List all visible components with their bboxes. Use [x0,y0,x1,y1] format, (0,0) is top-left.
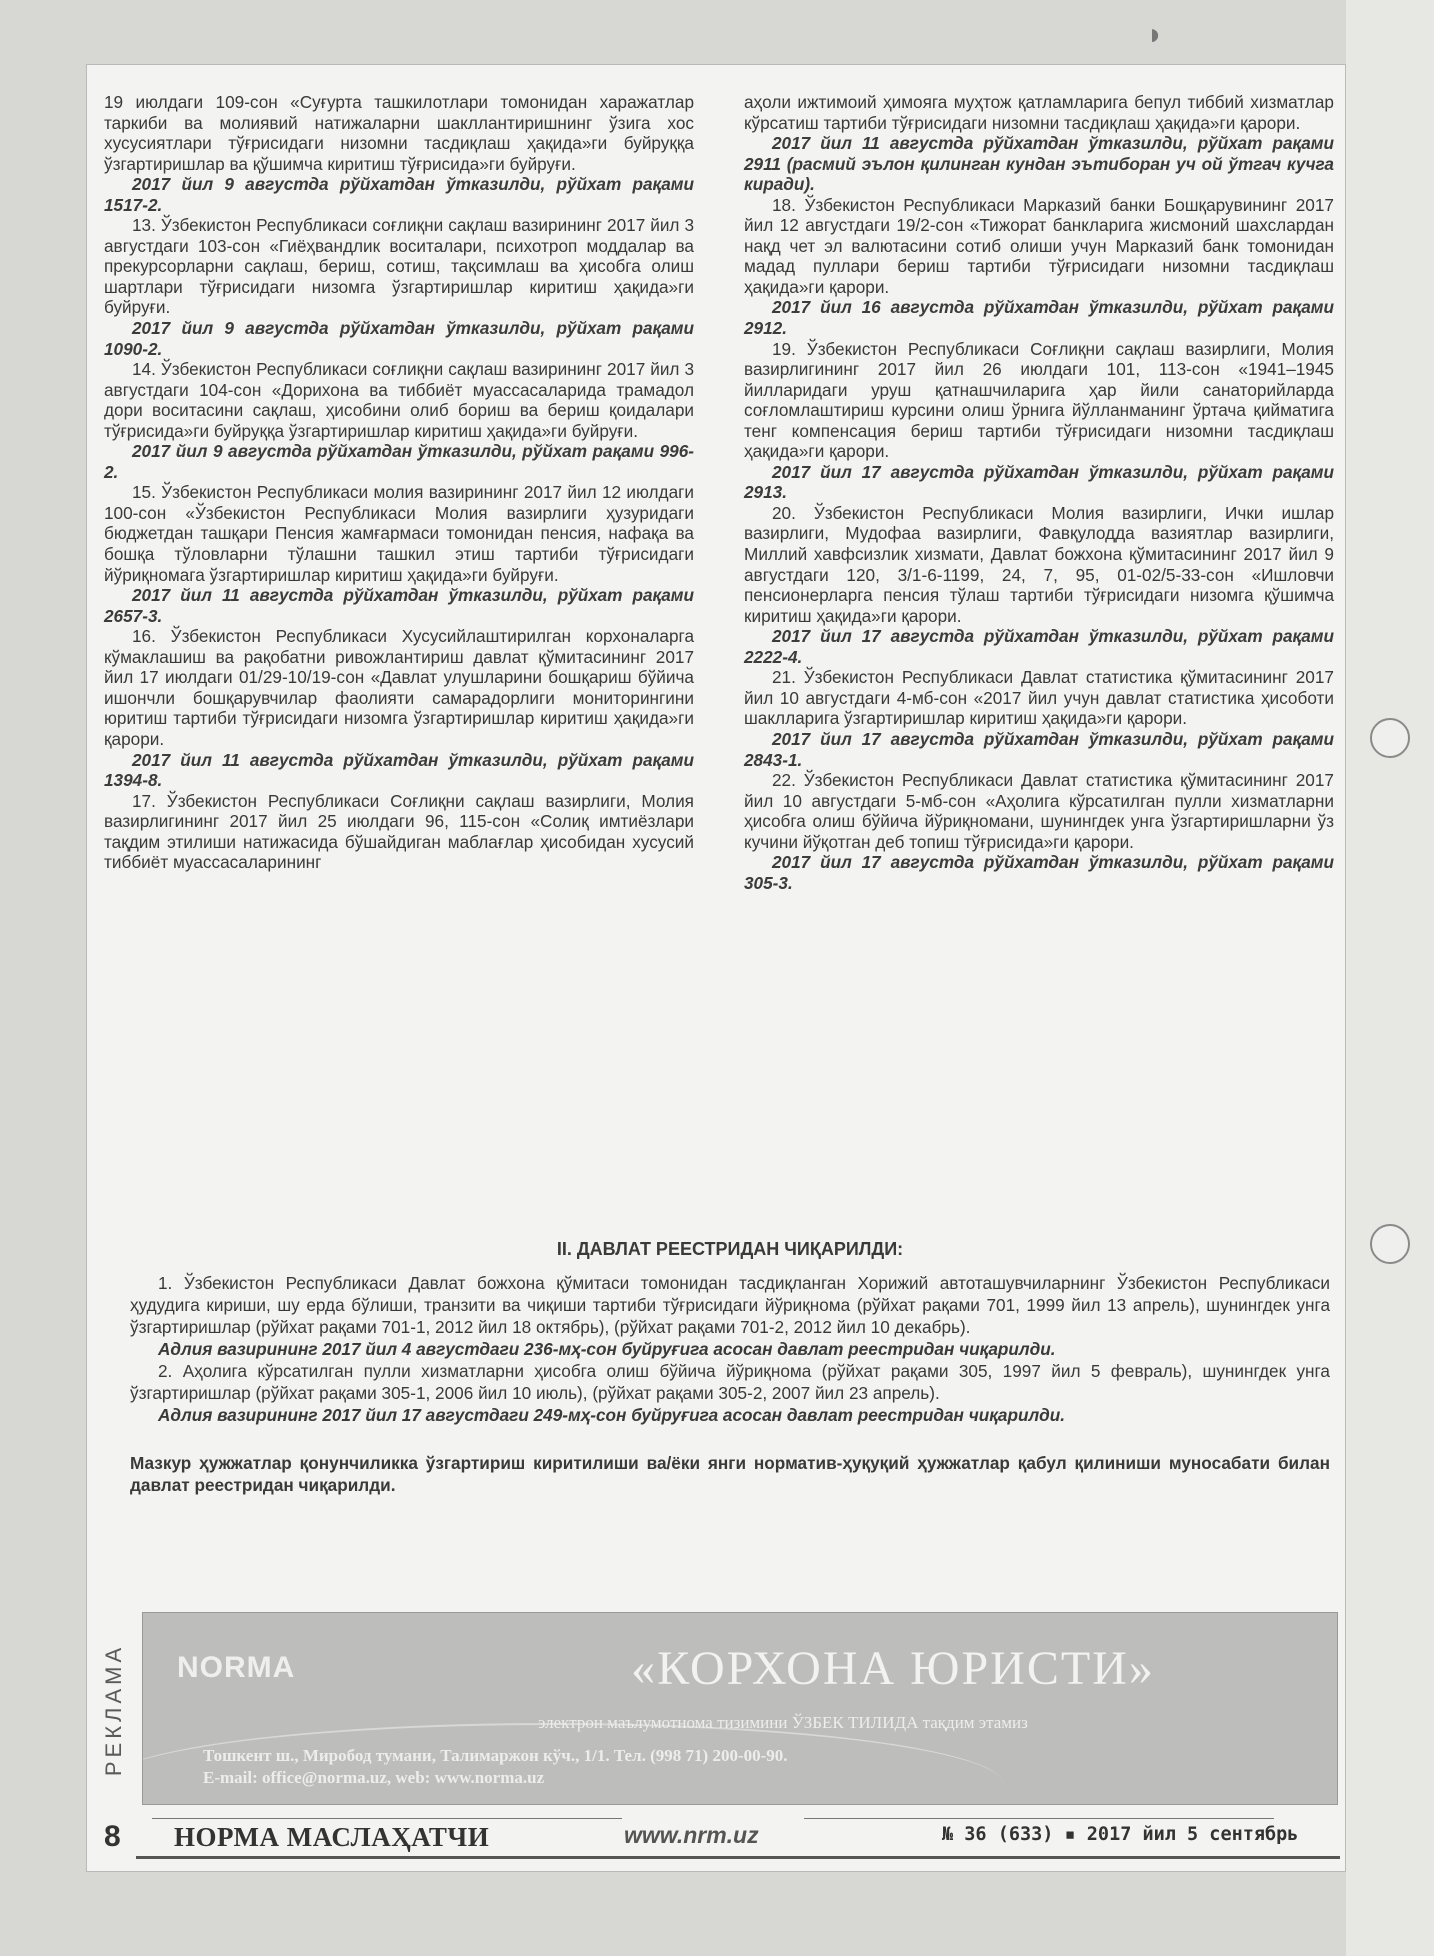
norma-logo: NORMA [177,1651,296,1684]
document-item: 22. Ўзбекистон Республикаси Давлат статистика қўмитасининг 2017 йил 10 августдаги 5-мб-сон «Аҳолига кўрсатилган пулли хизматларни ҳисобга олиш бўйича йўриқномани, шунингдек унга ўзгартиришларни ўз кучини йўқотган деб топиш тўғрисида»ги қарори. [744,770,1334,852]
footer-baseline [136,1856,1340,1859]
ad-contacts-line: E-mail: office@norma.uz, web: www.norma.uz [203,1768,545,1787]
registration-note: 2017 йил 17 августда рўйхатдан ўтказилди, рўйхат рақами 2913. [744,461,1334,503]
issue-info: № 36 (633) ▪ 2017 йил 5 сентябрь [942,1824,1299,1845]
ad-title: «КОРХОНА ЮРИСТИ» [631,1642,1155,1695]
document-item: 17. Ўзбекистон Республикаси Соғлиқни сақлаш вазирлиги, Молия вазирлигининг 2017 йил 25 июлдаги 96, 115-сон «Солиқ имтиёзлари тақдим этилиши натижасида бўшайдиган маблағлар ҳисобидан хусусий тиббиёт муассасаларининг [104,790,694,873]
binder-hole [1370,718,1410,758]
registration-note: 2017 йил 9 августда рўйхатдан ўтказилди, рўйхат рақами 996-2. [104,441,694,482]
document-item: 20. Ўзбекистон Республикаси Молия вазирлиги, Ички ишлар вазирлиги, Мудофаа вазирлиги, Фавқулодда вазиятлар вазирлиги, Миллий хавфсизлик хизмати, Давлат божхона қўмитасининг 2017 йил 9 августдаги 120, 3/1-6-1199, 24, 7, 95, 01-02/5-33-сон «Ишловчи пенсионерларга пенсия тўлаш тартиби тўғрисидаги низомга қўшимча киритиш ҳақида»ги қарори. [744,502,1334,626]
corner-mark: ◗ [1146,18,1165,51]
footer-rule [152,1818,622,1819]
registration-note: 2017 йил 11 августда рўйхатдан ўтказилди, рўйхат рақами 1394-8. [104,749,694,791]
registration-note: 2017 йил 17 августда рўйхатдан ўтказилди, рўйхат рақами 2843-1. [744,728,1334,770]
document-item: 21. Ўзбекистон Республикаси Давлат статистика қўмитасининг 2017 йил 10 августдаги 4-мб-сон «2017 йил учун давлат статистика ҳисоботи шаклларига ўзгартиришлар киритиш ҳақида»ги қарори. [744,667,1334,729]
binder-hole [1370,1224,1410,1264]
document-item: 14. Ўзбекистон Республикаси соғлиқни сақлаш вазирининг 2017 йил 3 августдаги 104-сон «Дорихона ва тиббиёт муассасаларида трамадол дори воситасини сақлаш, ҳисобини олиб бориш ва бериш қоидалари тўғрисида»ги буйруққа ўзгартиришлар киритиш ҳақида»ги буйруғи. [104,359,694,441]
footer-rule [804,1818,1274,1819]
document-item: 16. Ўзбекистон Республикаси Хусусийлаштирилган корхоналарга кўмаклашиш ва рақобатни ривожлантириш давлат қўмитасининг 2017 йил 17 июлдаги 01/29-10/19-сон «Давлат улушларини бошқариш бўйича ишончли бошқарувчилар фаолияти самарадорлиги мониторингини юритиш тартиби тўғрисидаги низомга ўзгартиришлар киритиш ҳақида»ги қарори. [104,626,694,749]
ad-address-line: Тошкент ш., Миробод тумани, Талимаржон кўч., 1/1. Тел. (998 71) 200-00-90. [203,1746,788,1765]
magazine-title: НОРМА МАСЛАҲАТЧИ [174,1822,490,1852]
advertisement-banner [142,1612,1338,1805]
ad-address [203,1745,788,1789]
page-footer [104,1814,1344,1862]
document-item: 13. Ўзбекистон Республикаси соғлиқни сақлаш вазирининг 2017 йил 3 августдаги 103-сон «Гиёҳвандлик воситалари, психотроп моддалар ва прекурсорларни сақлаш, бериш, сотиш, тақсимлаш ва ҳисобга олиш шартлари тўғрисидаги низомга ўзгартиришлар киритиш ҳақида»ги буйруғи. [104,215,694,318]
section-heading: II. ДАВЛАТ РЕЕСТРИДАН ЧИҚАРИЛДИ: [556,1239,904,1259]
registration-note: 2017 йил 9 августда рўйхатдан ўтказилди, рўйхат рақами 1090-2. [104,318,694,359]
section-registration-note: Адлия вазирининг 2017 йил 4 августдаги 236-мҳ-сон буйруғига асосан давлат реестридан чиқарилди. [158,1339,1056,1359]
page-right-edge [1346,0,1434,1956]
section-item: 2. Аҳолига кўрсатилган пулли хизматларни ҳисобга олиш бўйича йўриқнома (рўйхат рақами 305, 1997 йил 5 февраль), шунингдек унга ўзгартиришлар (рўйхат рақами 305-1, 2006 йил 10 июль), (рўйхат рақами 305-2, 2007 йил 23 апрель). [130,1361,1330,1403]
document-item: 19. Ўзбекистон Республикаси Соғлиқни сақлаш вазирлиги, Молия вазирлигининг 2017 йил 26 июлдаги 101, 113-сон «1941–1945 йилларидаги уруш қатнашчиларига ҳар йили санаторийларда соғломлаштириш курсини олиш ўрнига йўлланманинг ўртача қийматига тенг компенсация бериш тартиби тўғрисидаги низомни тасдиқлаш ҳақида»ги қарори. [744,338,1334,462]
document-item: 18. Ўзбекистон Республикаси Марказий банки Бошқарувининг 2017 йил 12 августдаги 19/2-сон «Тижорат банкларига жисмоний шахслардан нақд чет эл валютасини сотиб олиши учун Марказий банк томонидан мадад пуллари бериш тартиби тўғрисидаги низомни тасдиқлаш ҳақида»ги қарори. [744,194,1334,297]
registration-note: 2017 йил 17 августда рўйхатдан ўтказилди, рўйхат рақами 305-3. [744,852,1334,893]
section-final-note: Мазкур ҳужжатлар қонунчиликка ўзгартириш киритилиши ва/ёки янги норматив-ҳуқуқий ҳужжатлар қабул қилиниши муносабати билан давлат реестридан чиқарилди. [130,1453,1330,1495]
registration-note: 2017 йил 9 августда рўйхатдан ўтказилди, рўйхат рақами 1517-2. [104,174,694,215]
right-column [744,92,1334,893]
registration-note: 2017 йил 11 августда рўйхатдан ўтказилди, рўйхат рақами 2911 (расмий эълон қилинган кундан эътиборан уч ой ўтгач кучга киради). [744,133,1334,195]
continued-text: аҳоли ижтимоий ҳимояга муҳтож қатламларига бепул тиббий хизматлар кўрсатиш тартиби тўғрисидаги низомни тасдиқлаш ҳақида»ги қарори. [744,92,1334,133]
website-url: www.nrm.uz [624,1822,759,1848]
registration-note: 2017 йил 17 августда рўйхатдан ўтказилди, рўйхат рақами 2222-4. [744,626,1334,667]
ad-subtitle: электрон маълумотнома тизимини ЎЗБЕК ТИЛИДА тақдим этамиз [538,1713,1028,1732]
section-item: 1. Ўзбекистон Республикаси Давлат божхона қўмитаси томонидан тасдиқланган Хорижий автоташувчиларнинг Ўзбекистон Республикаси ҳудудига кириши, шу ерда бўлиши, транзити ва чиқиши тартиби тўғрисидаги йўриқнома (рўйхат рақами 701, 1999 йил 13 апрель), шунингдек унга ўзгартиришлар (рўйхат рақами 701-1, 2012 йил 18 октябрь), (рўйхат рақами 701-2, 2012 йил 10 декабрь). [130,1273,1330,1337]
registration-note: 2017 йил 16 августда рўйхатдан ўтказилди, рўйхат рақами 2912. [744,297,1334,339]
registration-note: 2017 йил 11 августда рўйхатдан ўтказилди, рўйхат рақами 2657-3. [104,585,694,626]
continued-text: 19 июлдаги 109-сон «Суғурта ташкилотлари томонидан харажатлар таркиби ва молиявий натижаларни шакллантиришнинг ўзига хос хусусиятлари тўғрисидаги низомни тасдиқлаш ҳақида»ги буйруққа ўзгартиришлар ва қўшимча киритиш тўғрисида»ги буйруғи. [104,92,694,174]
section-removed-from-registry [130,1238,1330,1496]
page-number: 8 [104,1820,121,1853]
section-registration-note: Адлия вазирининг 2017 йил 17 августдаги 249-мҳ-сон буйруғига асосан давлат реестридан чиқарилди. [158,1405,1066,1425]
document-item: 15. Ўзбекистон Республикаси молия вазирининг 2017 йил 12 июлдаги 100-сон «Ўзбекистон Республикаси Молия вазирлиги ҳузуридаги бюджетдан ташқари Пенсия жамғармаси томонидан пенсия, нафақа ва бошқа тўловларни тўлашни ташкил этиш тартиби тўғрисидаги йўриқномага ўзгартиришлар киритиш ҳақида»ги буйруғи. [104,482,694,585]
advertisement-side-label: РЕКЛАМА [101,1643,126,1777]
left-column [104,92,694,873]
